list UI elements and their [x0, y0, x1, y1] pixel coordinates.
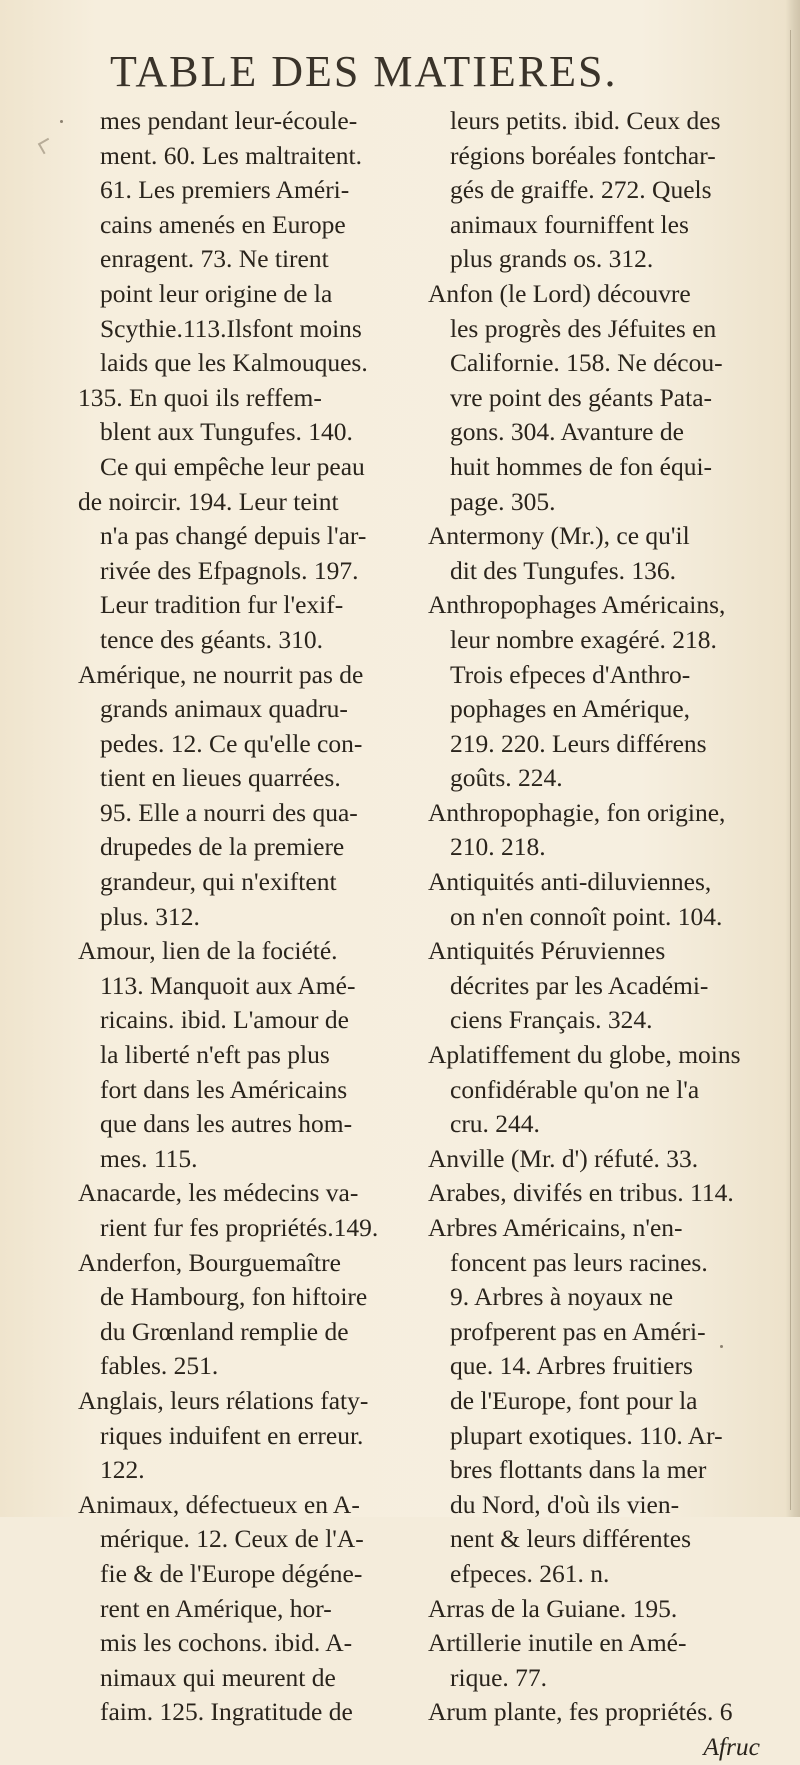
index-line: régions boréales fontchar- [450, 140, 716, 170]
index-line: Anglais, leurs rélations faty- [78, 1385, 369, 1415]
index-line: goûts. 224. [450, 763, 563, 793]
index-line: rique. 77. [450, 1662, 548, 1692]
index-line: Arabes, divifés en tribus. 114. [428, 1178, 734, 1208]
index-line: Arras de la Guiane. 195. [428, 1593, 678, 1623]
index-line: huit hommes de fon équi- [450, 451, 713, 481]
index-line: fort dans les Américains [100, 1074, 348, 1104]
index-line: on n'en connoît point. 104. [450, 901, 723, 931]
index-line: faim. 125. Ingratitude de [100, 1697, 353, 1727]
index-line: tient en lieues quarrées. [100, 763, 341, 793]
index-line: plus grands os. 312. [450, 244, 654, 274]
index-line: Amour, lien de la fociété. [78, 936, 338, 966]
index-line: mes pendant leur-écoule- [100, 106, 358, 135]
index-line: dit des Tungufes. 136. [450, 555, 676, 585]
index-line: ment. 60. Les maltraitent. [100, 140, 363, 170]
index-line: 210. 218. [450, 832, 546, 862]
index-line: Anville (Mr. d') réfuté. 33. [428, 1143, 699, 1173]
index-line: Antiquités Péruviennes [428, 936, 666, 966]
index-line: drupedes de la premiere [100, 832, 345, 862]
index-line: que. 14. Arbres fruitiers [450, 1351, 693, 1381]
index-line: Anfon (le Lord) découvre [428, 278, 691, 308]
index-line: point leur origine de la [100, 278, 333, 308]
index-line: de Hambourg, fon hiftoire [100, 1282, 368, 1312]
index-line: Anthropophages Américains, [428, 590, 726, 620]
index-line: du Grœnland remplie de [100, 1316, 349, 1346]
index-line: gés de graiffe. 272. Quels [450, 175, 712, 205]
index-line: rient fur fes propriétés.149. [100, 1213, 379, 1242]
index-line: animaux fourniffent les [450, 209, 689, 239]
index-line: mis les cochons. ibid. A- [100, 1628, 353, 1658]
index-line: Californie. 158. Ne décou- [450, 348, 723, 378]
index-line: foncent pas leurs racines. [450, 1247, 708, 1277]
index-line: profperent pas en Améri- [450, 1316, 706, 1346]
page-header: TABLE DES MATIERES. [110, 47, 618, 96]
index-line: cru. 244. [450, 1109, 540, 1139]
index-line: vre point des géants Pata- [450, 382, 713, 412]
index-line: mes. 115. [100, 1143, 198, 1173]
index-line: de noircir. 194. Leur teint [78, 486, 339, 516]
index-line: pophages en Amérique, [450, 694, 691, 724]
index-line: Amérique, ne nourrit pas de [78, 659, 364, 689]
index-line: Animaux, défectueux en A- [78, 1489, 360, 1519]
index-line: de l'Europe, font pour la [450, 1385, 698, 1415]
index-line: riques induifent en erreur. [100, 1420, 364, 1450]
index-line: 135. En quoi ils reffem- [78, 382, 322, 412]
index-line: tence des géants. 310. [100, 624, 324, 654]
index-line: efpeces. 261. n. [450, 1558, 610, 1588]
index-line: Scythie.113.Ilsfont moins [100, 313, 362, 343]
index-line: décrites par les Académi- [450, 970, 709, 1000]
index-line: gons. 304. Avanture de [450, 417, 684, 447]
index-line: fables. 251. [100, 1351, 219, 1381]
index-line: bres flottants dans la mer [450, 1455, 707, 1485]
index-line: Artillerie inutile en Amé- [428, 1628, 687, 1658]
ink-speck [60, 120, 63, 123]
index-line: Anderfon, Bourguemaître [78, 1247, 341, 1277]
catchword: Afruc [703, 1731, 760, 1761]
index-line: nent & leurs différentes [450, 1524, 691, 1554]
index-line: cains amenés en Europe [100, 209, 346, 239]
index-line: rivée des Efpagnols. 197. [100, 555, 359, 585]
index-line: 61. Les premiers Améri- [100, 175, 350, 205]
index-line: Anthropophagie, fon origine, [428, 797, 726, 827]
index-line: ricains. ibid. L'amour de [100, 1005, 349, 1035]
index-line: Ce qui empêche leur peau [100, 451, 365, 481]
index-line: ciens Français. 324. [450, 1005, 653, 1035]
index-line: page. 305. [450, 486, 556, 516]
right-column [428, 104, 790, 1765]
index-line: 9. Arbres à noyaux ne [450, 1282, 674, 1312]
index-line: n'a pas changé depuis l'ar- [100, 521, 367, 551]
index-line: grands animaux quadru- [100, 694, 348, 724]
page-mark [38, 138, 54, 154]
index-line: du Nord, d'où ils vien- [450, 1489, 680, 1519]
index-line: mérique. 12. Ceux de l'A- [100, 1524, 364, 1554]
index-line: nimaux qui meurent de [100, 1662, 336, 1692]
index-line: les progrès des Jéfuites en [450, 313, 717, 343]
index-line: enragent. 73. Ne tirent [100, 244, 329, 274]
index-line: Aplatiffement du globe, moins [428, 1040, 741, 1070]
index-line: Arum plante, fes propriétés. 6 [428, 1697, 733, 1727]
index-line: 113. Manquoit aux Amé- [100, 970, 356, 1000]
index-line: fie & de l'Europe dégéne- [100, 1558, 363, 1588]
index-line: Antermony (Mr.), ce qu'il [428, 521, 690, 551]
index-line: 122. [100, 1455, 145, 1485]
index-line: leurs petits. ibid. Ceux des [450, 106, 721, 135]
index-line: blent aux Tungufes. 140. [100, 417, 353, 447]
index-line: grandeur, qui n'exiftent [100, 867, 337, 897]
index-line: Leur tradition fur l'exif- [100, 590, 344, 620]
index-line: que dans les autres hom- [100, 1109, 353, 1139]
page-fold-line [790, 30, 791, 1510]
index-line: plus. 312. [100, 901, 200, 931]
index-line: 219. 220. Leurs différens [450, 728, 707, 758]
index-line: Arbres Américains, n'en- [428, 1213, 683, 1242]
index-line: leur nombre exagéré. 218. [450, 624, 717, 654]
index-line: confidérable qu'on ne l'a [450, 1074, 700, 1104]
index-line: 95. Elle a nourri des qua- [100, 797, 358, 827]
index-line: laids que les Kalmouques. [100, 348, 368, 378]
index-line: Anacarde, les médecins va- [78, 1178, 359, 1208]
index-line: plupart exotiques. 110. Ar- [450, 1420, 723, 1450]
index-line: la liberté n'eft pas plus [100, 1040, 330, 1070]
index-line: Trois efpeces d'Anthro- [450, 659, 691, 689]
index-line: rent en Amérique, hor- [100, 1593, 332, 1623]
index-line: Antiquités anti-diluviennes, [428, 867, 712, 897]
index-line: pedes. 12. Ce qu'elle con- [100, 728, 363, 758]
left-column [78, 104, 423, 1730]
